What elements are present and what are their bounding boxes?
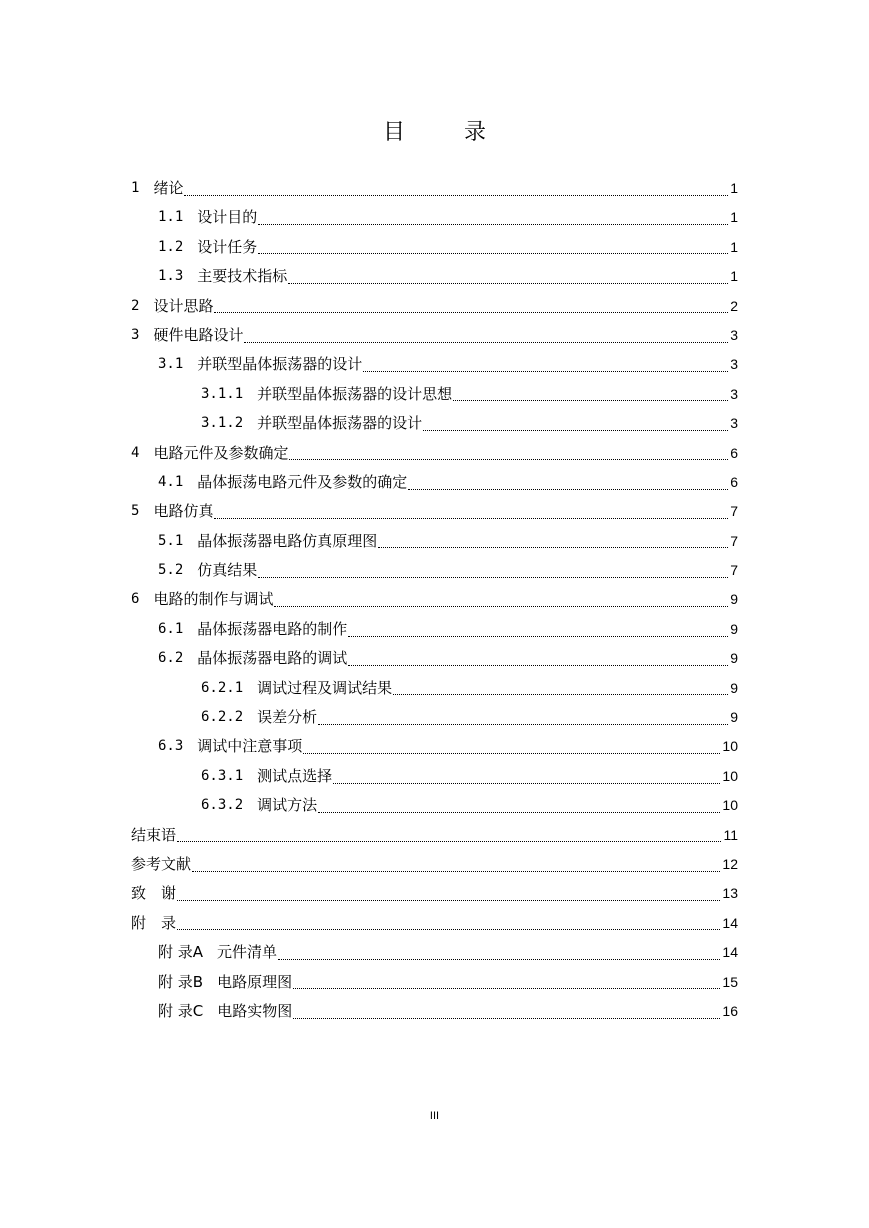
dot-leader <box>184 194 728 196</box>
dot-leader <box>214 311 728 313</box>
toc-entry[interactable] <box>131 468 738 497</box>
toc-entry-title: 调试中注意事项 <box>197 737 303 756</box>
toc-entry[interactable] <box>131 762 738 791</box>
toc-entry-title: 元件清单 <box>217 943 278 962</box>
toc-entry-number: 4 <box>131 444 140 461</box>
toc-entry-number: 6.2 <box>158 650 184 667</box>
toc-entry-number: 6.3.1 <box>201 767 244 784</box>
dot-leader <box>214 517 728 519</box>
toc-entry[interactable] <box>131 615 738 644</box>
toc-entry[interactable] <box>131 409 738 438</box>
toc-entry[interactable] <box>131 791 738 820</box>
dot-leader <box>177 840 721 842</box>
toc-entry-number: 1.1 <box>158 209 184 226</box>
toc-entry-number: 1.3 <box>158 268 184 285</box>
page-title: 目 录 <box>383 120 512 145</box>
toc-entry[interactable] <box>131 380 738 409</box>
toc-entry-page: 11 <box>723 826 738 843</box>
dot-leader <box>348 664 728 666</box>
toc-entry-page: 10 <box>722 797 738 814</box>
dot-leader <box>318 723 728 725</box>
toc-entry-title: 晶体振荡电路元件及参数的确定 <box>197 472 408 491</box>
dot-leader <box>288 282 728 284</box>
toc-entry[interactable] <box>131 262 738 291</box>
toc-entry-number: 4.1 <box>158 473 184 490</box>
toc-entry[interactable] <box>131 821 738 850</box>
toc-entry[interactable] <box>131 439 738 468</box>
toc-entry-title: 晶体振荡器电路仿真原理图 <box>197 531 378 550</box>
toc-entry-title: 调试过程及调试结果 <box>257 678 393 697</box>
toc-entry[interactable] <box>131 233 738 262</box>
toc-entry-page: 3 <box>730 415 738 432</box>
toc-entry-page: 13 <box>722 885 738 902</box>
toc-entry-page: 16 <box>722 1002 738 1019</box>
toc-entry-number: 1 <box>131 180 140 196</box>
toc-entry-title: 绪论 <box>153 179 184 197</box>
toc-entry-title: 硬件电路设计 <box>153 325 244 344</box>
toc-entry-page: 6 <box>730 473 738 490</box>
toc-entry-page: 9 <box>730 679 738 696</box>
toc-entry-title: 仿真结果 <box>197 561 258 580</box>
dot-leader <box>293 1017 720 1019</box>
toc-entry-number: 3.1 <box>158 356 184 373</box>
toc-entry-page: 9 <box>730 591 738 608</box>
toc-entry-number: 附 录C <box>158 1001 204 1020</box>
dot-leader <box>393 693 728 695</box>
toc-entry-number: 附 录B <box>158 972 204 991</box>
toc-entry-page: 1 <box>730 268 738 285</box>
toc-entry-page: 7 <box>730 532 738 549</box>
toc-entry-number: 6 <box>131 591 140 608</box>
toc-entry-number: 5 <box>131 503 140 520</box>
toc-entry-title: 电路元件及参数确定 <box>153 443 289 462</box>
table-of-contents <box>131 174 738 1026</box>
toc-entry-number: 5.2 <box>158 562 184 579</box>
toc-entry-page: 1 <box>730 180 738 196</box>
toc-entry[interactable] <box>131 556 738 585</box>
toc-entry-title: 结束语 <box>131 825 177 844</box>
toc-entry-title: 设计目的 <box>197 208 258 227</box>
toc-entry-page: 7 <box>730 503 738 520</box>
toc-entry-page: 10 <box>722 767 738 784</box>
dot-leader <box>177 899 720 901</box>
toc-entry[interactable] <box>131 879 738 908</box>
toc-entry[interactable] <box>131 732 738 761</box>
toc-entry-title: 电路仿真 <box>153 502 214 521</box>
dot-leader <box>293 987 720 989</box>
toc-entry[interactable] <box>131 938 738 967</box>
dot-leader <box>318 811 720 813</box>
toc-entry-page: 3 <box>730 385 738 402</box>
toc-entry-number: 附 录A <box>158 943 204 962</box>
dot-leader <box>278 958 720 960</box>
toc-entry-page: 12 <box>722 855 738 872</box>
toc-entry-title: 晶体振荡器电路的制作 <box>197 619 348 638</box>
toc-entry[interactable] <box>131 321 738 350</box>
toc-entry-number: 6.3.2 <box>201 797 244 814</box>
toc-entry-page: 9 <box>730 709 738 726</box>
toc-entry-page: 9 <box>730 620 738 637</box>
toc-entry-page: 14 <box>722 944 738 961</box>
toc-entry-page: 9 <box>730 650 738 667</box>
toc-entry[interactable] <box>131 997 738 1026</box>
toc-entry-title: 设计思路 <box>153 296 214 315</box>
toc-entry[interactable] <box>131 644 738 673</box>
toc-entry-title: 并联型晶体振荡器的设计 <box>197 355 363 374</box>
toc-entry-number: 6.3 <box>158 738 184 755</box>
toc-entry[interactable] <box>131 703 738 732</box>
toc-entry-title: 调试方法 <box>257 796 318 815</box>
toc-entry-page: 7 <box>730 562 738 579</box>
toc-entry[interactable] <box>131 527 738 556</box>
dot-leader <box>177 928 720 930</box>
toc-entry[interactable] <box>131 292 738 321</box>
page-number: III <box>429 1110 440 1122</box>
toc-entry-title: 并联型晶体振荡器的设计 <box>257 414 423 433</box>
dot-leader <box>258 223 728 225</box>
toc-entry-number: 3 <box>131 326 140 343</box>
dot-leader <box>378 546 728 548</box>
dot-leader <box>274 605 728 607</box>
toc-entry-title: 晶体振荡器电路的调试 <box>197 649 348 668</box>
toc-entry-number: 3.1.2 <box>201 415 244 432</box>
toc-entry[interactable] <box>131 674 738 703</box>
toc-entry-title: 主要技术指标 <box>197 267 288 286</box>
dot-leader <box>258 576 728 578</box>
dot-leader <box>289 458 728 460</box>
toc-entry-page: 6 <box>730 444 738 461</box>
toc-entry-title: 电路实物图 <box>217 1001 293 1020</box>
toc-entry-page: 3 <box>730 326 738 343</box>
toc-entry-title: 测试点选择 <box>257 766 333 785</box>
toc-entry-number: 2 <box>131 297 140 314</box>
toc-entry-title: 电路的制作与调试 <box>153 590 274 609</box>
dot-leader <box>244 341 728 343</box>
toc-entry-page: 1 <box>730 209 738 226</box>
toc-entry-title: 致 谢 <box>131 884 177 903</box>
toc-entry[interactable] <box>131 909 738 938</box>
toc-entry[interactable] <box>131 968 738 997</box>
toc-entry-title: 参考文献 <box>131 854 192 873</box>
toc-entry[interactable] <box>131 350 738 379</box>
toc-entry-number: 6.1 <box>158 620 184 637</box>
toc-entry-page: 14 <box>722 914 738 931</box>
dot-leader <box>192 870 720 872</box>
dot-leader <box>453 399 728 401</box>
toc-entry-page: 1 <box>730 238 738 255</box>
toc-entry-number: 5.1 <box>158 532 184 549</box>
dot-leader <box>423 429 728 431</box>
toc-entry-page: 3 <box>730 356 738 373</box>
toc-entry-title: 设计任务 <box>197 237 258 256</box>
toc-entry-number: 6.2.2 <box>201 709 244 726</box>
dot-leader <box>348 635 728 637</box>
toc-entry-number: 3.1.1 <box>201 385 244 402</box>
dot-leader <box>258 252 728 254</box>
toc-entry-title: 电路原理图 <box>217 972 293 991</box>
toc-entry-page: 2 <box>730 297 738 314</box>
toc-entry[interactable] <box>131 203 738 232</box>
dot-leader <box>333 782 720 784</box>
dot-leader <box>408 488 728 490</box>
toc-entry-number: 1.2 <box>158 238 184 255</box>
toc-entry[interactable] <box>131 585 738 614</box>
toc-entry-number: 6.2.1 <box>201 679 244 696</box>
dot-leader <box>363 370 728 372</box>
toc-entry-title: 并联型晶体振荡器的设计思想 <box>257 384 453 403</box>
toc-entry[interactable] <box>131 497 738 526</box>
toc-entry[interactable] <box>131 174 738 203</box>
toc-entry-title: 附 录 <box>131 913 177 932</box>
toc-entry-page: 10 <box>722 738 738 755</box>
toc-entry[interactable] <box>131 850 738 879</box>
dot-leader <box>303 752 720 754</box>
toc-entry-page: 15 <box>722 973 738 990</box>
toc-entry-title: 误差分析 <box>257 708 318 727</box>
